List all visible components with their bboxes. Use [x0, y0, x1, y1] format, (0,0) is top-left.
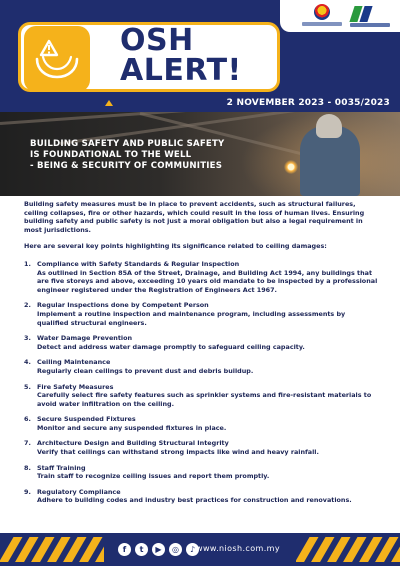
key-point-item [24, 383, 378, 409]
key-point-title: Secure Suspended Fixtures [37, 415, 136, 424]
hero-heading-line: - BEING & SECURITY OF COMMUNITIES [30, 161, 223, 171]
warning-mark-icon [105, 100, 113, 106]
key-point-title: Staff Training [37, 463, 86, 472]
alert-header [0, 0, 400, 112]
logo-bar [280, 0, 400, 32]
bulletin-date: 2 NOVEMBER 2023 - 0035/2023 [226, 98, 390, 108]
key-point-title: Architecture Design and Building Structural Integrity [37, 439, 229, 448]
twitter-icon[interactable]: t [135, 543, 148, 556]
key-point-title: Compliance with Safety Standards & Regular Inspection [37, 259, 240, 268]
key-point-title: Regulatory Compliance [37, 487, 121, 496]
key-point-item [24, 415, 378, 432]
facebook-icon[interactable]: f [118, 543, 131, 556]
alert-title [120, 23, 280, 88]
instagram-icon[interactable]: ◎ [169, 543, 182, 556]
alert-footer [0, 533, 400, 566]
key-point-desc: Detect and address water damage promptly to safeguard ceiling capacity. [37, 342, 305, 351]
lead-paragraph: Here are several key points highlighting its significance related to ceiling damages: [24, 242, 327, 251]
welder-helmet [316, 114, 342, 138]
key-point-number: 3. [24, 334, 31, 343]
hero-heading-line: BUILDING SAFETY AND PUBLIC SAFETY [30, 139, 225, 149]
alert-title-line2: ALERT! [120, 53, 242, 88]
key-point-number: 2. [24, 301, 31, 310]
key-point-number: 5. [24, 382, 31, 391]
key-point-number: 1. [24, 259, 31, 268]
key-point-title: Water Damage Prevention [37, 334, 133, 343]
key-point-item [24, 488, 378, 505]
government-crest-logo [302, 4, 342, 28]
alert-content [24, 200, 378, 512]
hero-banner [0, 112, 400, 196]
welding-spark [284, 160, 298, 174]
hero-heading-line: IS FOUNDATIONAL TO THE WELL [30, 150, 192, 160]
key-point-item [24, 358, 378, 375]
youtube-icon[interactable]: ▶ [152, 543, 165, 556]
key-point-title: Ceiling Maintenance [37, 358, 111, 367]
intro-paragraph: Building safety measures must be in place to prevent accidents, such as structural failures, ceiling collapses, fire or other hazards, which could result in the loss of human lives. Ensuring building safety and public safety is not just a moral obligation but also a legal requirement in most jurisdictions. [24, 200, 365, 234]
hands-warning-icon [24, 26, 90, 92]
key-point-title: Regular Inspections done by Competent Person [37, 301, 209, 310]
key-point-number: 4. [24, 358, 31, 367]
tiktok-icon[interactable]: ♪ [186, 543, 199, 556]
key-point-title: Fire Safety Measures [37, 382, 114, 391]
key-point-item [24, 301, 378, 327]
key-point-desc: Regularly clean ceilings to prevent dust and debris buildup. [37, 366, 254, 375]
key-point-item [24, 260, 378, 294]
hazard-stripes-right [296, 537, 400, 562]
key-point-desc: Train staff to recognize ceiling issues and report them promptly. [37, 472, 270, 481]
key-point-number: 9. [24, 487, 31, 496]
alert-title-line1: OSH [120, 23, 194, 58]
hero-heading [30, 139, 280, 172]
key-point-item [24, 334, 378, 351]
key-point-item [24, 464, 378, 481]
key-point-desc: Adhere to building codes and industry best practices for construction and renovations. [37, 496, 352, 505]
website-link[interactable]: www.niosh.com.my [196, 544, 280, 553]
hazard-stripes-left [0, 537, 104, 562]
key-point-number: 8. [24, 463, 31, 472]
niosh-logo [348, 4, 392, 28]
key-points-list [24, 260, 378, 505]
social-links [118, 543, 199, 556]
key-point-desc: Verify that ceilings can withstand strong impacts like wind and heavy rainfall. [37, 448, 319, 457]
key-point-item [24, 439, 378, 456]
key-point-desc: As outlined in Section 85A of the Street, Drainage, and Building Act 1994, any buildings that are five storeys and above, exceeding 10 years old mandate to be inspected by a professional engineer registered under the Registration of Engineers Act 1967. [37, 268, 378, 294]
key-point-desc: Implement a routine inspection and maintenance program, including assessments by qualified structural engineers. [37, 309, 346, 327]
key-point-desc: Monitor and secure any suspended fixtures in place. [37, 423, 227, 432]
key-point-desc: Carefully select fire safety features such as sprinkler systems and fire-resistant materials to avoid water infiltration on the ceiling. [37, 391, 372, 408]
key-point-number: 6. [24, 415, 31, 424]
key-point-number: 7. [24, 439, 31, 448]
